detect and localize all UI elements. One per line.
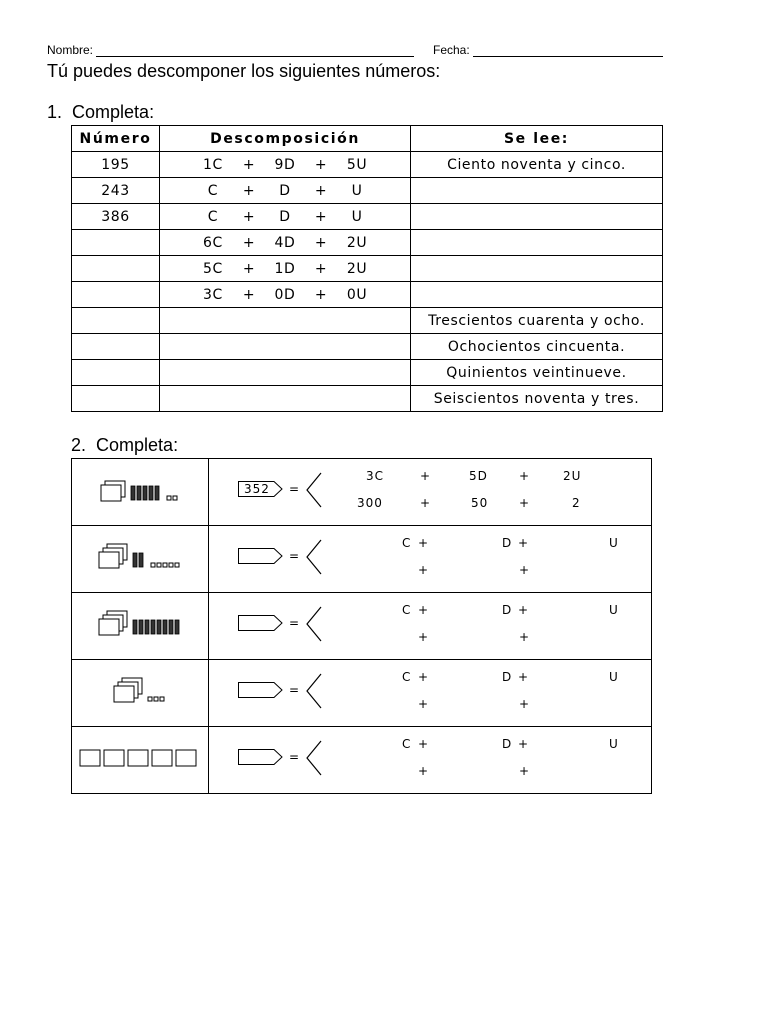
plus-sign: + [418, 764, 430, 778]
units-value: U [351, 208, 363, 225]
tens-value: 4D [274, 234, 296, 251]
unit-cube [154, 697, 158, 701]
branch-bracket [305, 673, 325, 709]
equals-sign: = [289, 683, 301, 697]
ten-rod [139, 620, 143, 634]
numero-cell[interactable] [72, 282, 160, 308]
plus-sign: + [314, 234, 328, 251]
hundred-block [104, 750, 124, 766]
base-ten-blocks-illustration [72, 727, 208, 788]
plus-sign: + [314, 182, 328, 199]
se-lee-cell[interactable]: Quinientos veintinueve. [411, 360, 663, 386]
section2-number: 2. [71, 435, 87, 455]
descomposicion-cell[interactable] [160, 230, 411, 256]
hundreds-label: C [402, 536, 412, 550]
plus-sign: + [242, 208, 256, 225]
name-field [47, 43, 414, 57]
unit-cube [148, 697, 152, 701]
numero-cell[interactable] [72, 308, 160, 334]
se-lee-cell[interactable] [411, 282, 663, 308]
table-row [72, 256, 663, 282]
descomposicion-cell[interactable] [160, 178, 411, 204]
date-label: Fecha: [433, 43, 470, 57]
branch-bracket [305, 539, 325, 575]
units-label: U [609, 737, 619, 751]
table-row [72, 334, 663, 360]
blocks-cell [72, 727, 209, 794]
date-field [433, 43, 663, 57]
decomposition-cell [209, 660, 652, 727]
tag-arrow-shape [238, 613, 284, 633]
ten-rod [169, 620, 173, 634]
numero-cell[interactable] [72, 360, 160, 386]
tens-label: 5D [469, 469, 488, 483]
column-header-numero: Número [72, 126, 160, 152]
plus-sign: + [418, 536, 430, 550]
plus-sign: + [314, 286, 328, 303]
tag-arrow-shape [238, 747, 284, 767]
equals-sign: = [289, 549, 301, 563]
se-lee-cell[interactable]: Trescientos cuarenta y ocho. [411, 308, 663, 334]
hundreds-value: 300 [357, 496, 383, 510]
numero-cell[interactable]: 386 [72, 204, 160, 230]
hundreds-value: 3C [203, 286, 223, 303]
table-row [72, 230, 663, 256]
decomposition-cell [209, 727, 652, 794]
section1-number: 1. [47, 102, 63, 122]
se-lee-cell[interactable]: Seiscientos noventa y tres. [411, 386, 663, 412]
hundreds-value: 1C [203, 156, 223, 173]
table-row [72, 727, 652, 794]
table-row [72, 459, 652, 526]
plus-sign: + [420, 469, 432, 483]
column-header-descomposicion: Descomposición [160, 126, 411, 152]
number-tag[interactable] [238, 680, 284, 703]
number-tag[interactable] [238, 747, 284, 770]
units-value: 5U [346, 156, 368, 173]
ten-rod [139, 553, 143, 567]
units-label: U [609, 603, 619, 617]
unit-cube [175, 563, 179, 567]
unit-cube [160, 697, 164, 701]
base-ten-blocks-illustration [72, 660, 208, 721]
hundred-block [152, 750, 172, 766]
hundred-block [99, 619, 119, 635]
plus-sign: + [418, 697, 430, 711]
plus-sign: + [518, 536, 530, 550]
units-label: U [609, 536, 619, 550]
ten-rod [131, 486, 135, 500]
descomposicion-cell[interactable] [160, 282, 411, 308]
plus-sign: + [519, 563, 531, 577]
plus-sign: + [242, 286, 256, 303]
ten-rod [145, 620, 149, 634]
descomposicion-cell[interactable] [160, 334, 411, 360]
decomposition-expression [160, 157, 410, 173]
plus-sign: + [418, 603, 430, 617]
plus-sign: + [418, 670, 430, 684]
descomposicion-cell[interactable] [160, 152, 411, 178]
blocks-cell [72, 593, 209, 660]
hundreds-label: C [402, 670, 412, 684]
plus-sign: + [314, 208, 328, 225]
number-tag-value: 352 [244, 482, 270, 496]
numero-cell[interactable]: 243 [72, 178, 160, 204]
numero-cell[interactable]: 195 [72, 152, 160, 178]
plus-sign: + [242, 234, 256, 251]
base-ten-blocks-illustration [72, 459, 208, 520]
section2-heading [71, 435, 178, 456]
date-input-line[interactable] [473, 56, 663, 57]
numero-cell[interactable] [72, 256, 160, 282]
se-lee-cell[interactable] [411, 230, 663, 256]
plus-sign: + [518, 737, 530, 751]
decomposition-expression [160, 209, 410, 225]
plus-sign: + [519, 469, 531, 483]
branch-bracket [305, 606, 325, 642]
unit-cube [157, 563, 161, 567]
section1-heading [47, 102, 154, 123]
unit-cube [167, 496, 171, 500]
se-lee-cell[interactable] [411, 178, 663, 204]
ten-rod [151, 620, 155, 634]
page-title: Tú puedes descomponer los siguientes números: [47, 61, 441, 81]
hundred-block [80, 750, 100, 766]
units-value: 0U [346, 286, 368, 303]
decomposition-expression [160, 261, 410, 277]
ten-rod [163, 620, 167, 634]
ten-rod [155, 486, 159, 500]
tens-value: D [279, 208, 291, 225]
number-tag[interactable] [238, 546, 284, 569]
plus-sign: + [518, 603, 530, 617]
plus-sign: + [418, 563, 430, 577]
plus-sign: + [418, 630, 430, 644]
plus-sign: + [519, 764, 531, 778]
plus-sign: + [519, 496, 531, 510]
branch-bracket [305, 472, 325, 508]
table-row [72, 308, 663, 334]
hundred-block [99, 552, 119, 568]
table-row [72, 660, 652, 727]
base-ten-blocks-illustration [72, 526, 208, 587]
equals-sign: = [289, 616, 301, 630]
units-value: 2U [346, 234, 368, 251]
tens-value: 1D [274, 260, 296, 277]
tens-label: D [502, 670, 513, 684]
units-value: U [351, 182, 363, 199]
descomposicion-cell[interactable] [160, 386, 411, 412]
column-header-se-lee: Se lee: [411, 126, 663, 152]
table-row [72, 360, 663, 386]
table-row [72, 526, 652, 593]
numero-cell[interactable] [72, 386, 160, 412]
plus-sign: + [242, 260, 256, 277]
section1-label: Completa: [72, 102, 155, 122]
numero-cell[interactable] [72, 334, 160, 360]
number-tag[interactable] [238, 479, 284, 502]
ten-rod [175, 620, 179, 634]
tens-label: D [502, 603, 513, 617]
tens-value: D [279, 182, 291, 199]
units-label: 2U [563, 469, 582, 483]
numero-cell[interactable] [72, 230, 160, 256]
units-value: 2 [572, 496, 581, 510]
blocks-cell [72, 526, 209, 593]
hundred-block [128, 750, 148, 766]
decomposition-cell [209, 459, 652, 526]
units-value: 2U [346, 260, 368, 277]
descomposicion-cell[interactable] [160, 204, 411, 230]
units-label: U [609, 670, 619, 684]
decomposition-cell [209, 526, 652, 593]
descomposicion-cell[interactable] [160, 256, 411, 282]
hundreds-value: 6C [203, 234, 223, 251]
tens-label: D [502, 737, 513, 751]
descomposicion-cell[interactable] [160, 308, 411, 334]
tens-value: 9D [274, 156, 296, 173]
tens-label: D [502, 536, 513, 550]
table-header-row [72, 126, 663, 152]
name-label: Nombre: [47, 43, 94, 57]
number-tag[interactable] [238, 613, 284, 636]
ten-rod [149, 486, 153, 500]
plus-sign: + [242, 156, 256, 173]
ten-rod [133, 553, 137, 567]
plus-sign: + [420, 496, 432, 510]
tag-arrow-shape [238, 546, 284, 566]
unit-cube [151, 563, 155, 567]
name-input-line[interactable] [96, 56, 414, 57]
plus-sign: + [519, 630, 531, 644]
se-lee-cell[interactable]: Ciento noventa y cinco. [411, 152, 663, 178]
tens-value: 0D [274, 286, 296, 303]
hundreds-value: 5C [203, 260, 223, 277]
table-row [72, 152, 663, 178]
ten-rod [133, 620, 137, 634]
decomposition-expression [160, 183, 410, 199]
unit-cube [169, 563, 173, 567]
decomposition-expression [160, 287, 410, 303]
decomposition-cell [209, 593, 652, 660]
tens-value: 50 [471, 496, 489, 510]
branch-bracket [305, 740, 325, 776]
hundred-block [176, 750, 196, 766]
table-row [72, 593, 652, 660]
unit-cube [173, 496, 177, 500]
hundreds-label: 3C [366, 469, 385, 483]
plus-sign: + [518, 670, 530, 684]
descomposicion-cell[interactable] [160, 360, 411, 386]
equals-sign: = [289, 482, 301, 496]
table-row [72, 204, 663, 230]
decomposition-expression [160, 235, 410, 251]
table-row [72, 386, 663, 412]
ten-rod [137, 486, 141, 500]
blocks-cell [72, 459, 209, 526]
ten-rod [143, 486, 147, 500]
table-row [72, 178, 663, 204]
se-lee-cell[interactable] [411, 204, 663, 230]
tag-arrow-shape [238, 680, 284, 700]
decomposition-table [71, 125, 663, 412]
plus-sign: + [314, 156, 328, 173]
hundred-block [101, 485, 121, 501]
plus-sign: + [314, 260, 328, 277]
unit-cube [163, 563, 167, 567]
ten-rod [157, 620, 161, 634]
plus-sign: + [519, 697, 531, 711]
table-row [72, 282, 663, 308]
plus-sign: + [242, 182, 256, 199]
plus-sign: + [418, 737, 430, 751]
hundreds-label: C [402, 603, 412, 617]
blocks-table [71, 458, 652, 794]
se-lee-cell[interactable] [411, 256, 663, 282]
hundred-block [114, 686, 134, 702]
base-ten-blocks-illustration [72, 593, 208, 654]
equals-sign: = [289, 750, 301, 764]
section2-label: Completa: [96, 435, 179, 455]
hundreds-label: C [402, 737, 412, 751]
blocks-cell [72, 660, 209, 727]
se-lee-cell[interactable]: Ochocientos cincuenta. [411, 334, 663, 360]
hundreds-value: C [207, 182, 219, 199]
hundreds-value: C [207, 208, 219, 225]
